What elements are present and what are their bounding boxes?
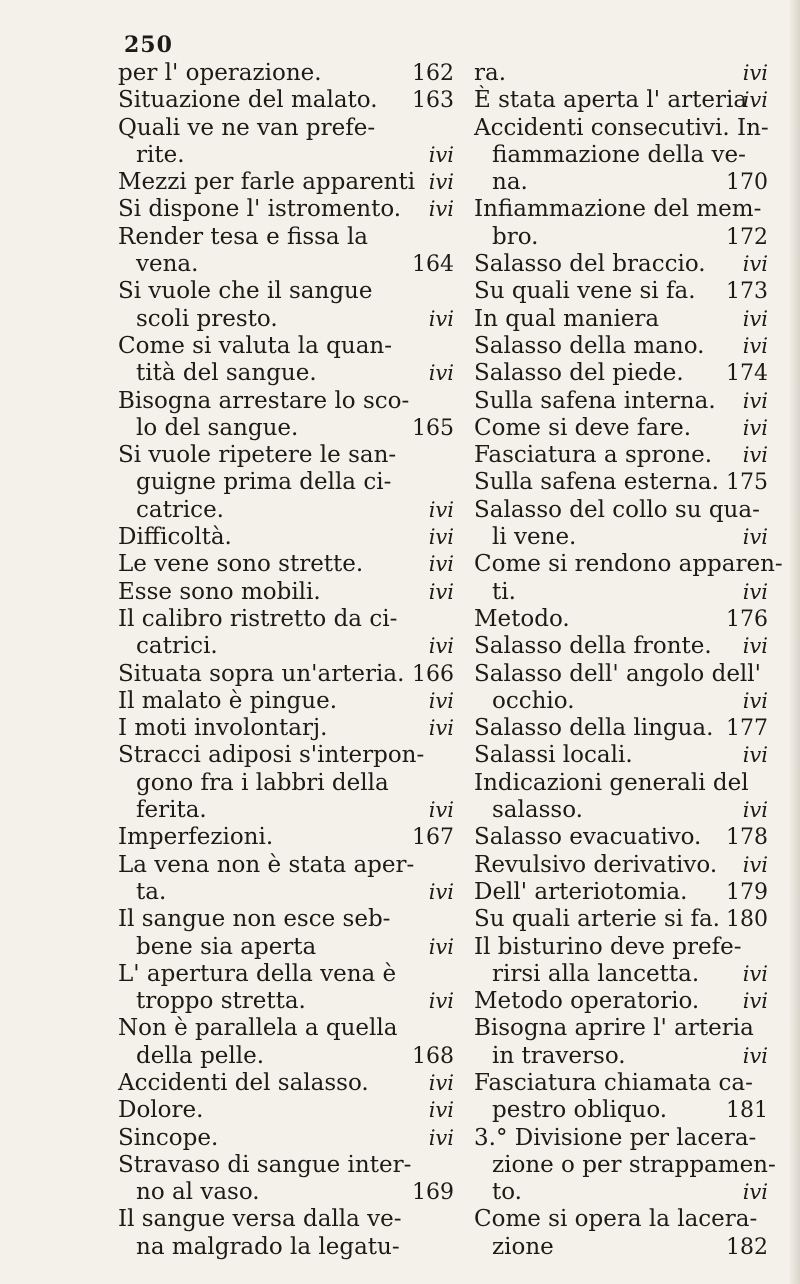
entry-text — [118, 278, 454, 333]
entry-page-ref: ivi — [742, 88, 768, 113]
entry-line: ferita. — [136, 797, 207, 824]
entry-line: ra. — [474, 60, 507, 86]
entry-line: to. — [492, 1179, 522, 1206]
entry-text — [118, 579, 454, 606]
entry-page-ref: ivi — [428, 552, 454, 577]
entry-line: Render tesa e fissa la — [118, 223, 369, 250]
entry-text — [474, 87, 768, 114]
entry-page-ref: ivi — [742, 989, 768, 1014]
entry-line: Indicazioni generali del — [474, 769, 749, 796]
index-entry — [118, 1015, 454, 1070]
entry-line: Il sangue versa dalla ve- — [118, 1206, 402, 1233]
entry-line: Si vuole ripetere le san- — [118, 442, 397, 469]
entry-page-ref: 167 — [412, 825, 454, 851]
entry-line: In qual maniera — [474, 305, 660, 332]
entry-page-ref: 163 — [412, 88, 454, 114]
entry-line: Salasso del piede. — [474, 360, 684, 387]
entry-text — [474, 251, 768, 278]
entry-line: Su quali vene si fa. — [474, 278, 696, 305]
entry-line: bro. — [492, 223, 539, 250]
entry-line: Bisogna aprire l' arteria — [474, 1015, 754, 1042]
entry-line: Sulla safena esterna. — [474, 469, 719, 496]
entry-text — [474, 388, 768, 415]
entry-page-ref: ivi — [742, 525, 768, 550]
index-entry — [118, 824, 454, 851]
entry-page-ref: 182 — [726, 1234, 768, 1260]
entry-page-ref: 175 — [726, 470, 768, 496]
entry-text — [118, 1015, 454, 1070]
entry-page-ref: 169 — [412, 1180, 454, 1206]
entry-line: Il sangue non esce seb- — [118, 906, 391, 933]
index-entry — [118, 551, 454, 578]
entry-line: bene sia aperta — [136, 933, 317, 960]
index-entry — [474, 879, 768, 906]
entry-line: Salasso della fronte. — [474, 633, 712, 660]
entry-page-ref: 173 — [726, 279, 768, 305]
entry-text — [118, 1070, 454, 1097]
index-entry — [118, 196, 454, 223]
entry-line: Metodo. — [474, 605, 570, 632]
entry-line: scoli presto. — [136, 305, 278, 332]
entry-line: per l' operazione. — [118, 60, 322, 86]
entry-line: Difficoltà. — [118, 524, 232, 551]
entry-page-ref: ivi — [428, 1125, 454, 1150]
entry-page-ref: ivi — [428, 1098, 454, 1123]
entry-line: Fasciatura a sprone. — [474, 442, 713, 469]
entry-page-ref: ivi — [428, 879, 454, 904]
entry-text — [118, 606, 454, 661]
index-entry — [118, 579, 454, 606]
entry-text — [118, 1152, 454, 1207]
entry-text — [474, 442, 768, 469]
index-entry — [474, 115, 768, 197]
entry-line: Come si opera la lacera- — [474, 1206, 758, 1233]
entry-page-ref: 178 — [726, 825, 768, 851]
entry-line: zione o per strappamen- — [492, 1151, 776, 1178]
entry-page-ref: ivi — [742, 388, 768, 413]
entry-line: lo del sangue. — [136, 414, 299, 441]
entry-page-ref: ivi — [742, 443, 768, 468]
index-entry — [474, 333, 768, 360]
entry-line: Salasso dell' angolo dell' — [474, 660, 761, 687]
entry-page-ref: ivi — [428, 716, 454, 741]
entry-text — [474, 278, 768, 305]
entry-page-ref: ivi — [742, 415, 768, 440]
entry-line: Il malato è pingue. — [118, 687, 338, 714]
entry-page-ref: 162 — [412, 61, 454, 86]
index-entry — [474, 87, 768, 114]
index-entry — [118, 1206, 454, 1261]
entry-line: della pelle. — [136, 1042, 265, 1069]
index-entry — [118, 1152, 454, 1207]
entry-text — [474, 306, 768, 333]
index-entry — [474, 770, 768, 825]
entry-page-ref: 177 — [726, 716, 768, 742]
entry-text — [474, 551, 783, 606]
entry-line: Situazione del malato. — [118, 87, 378, 114]
index-entry — [118, 906, 454, 961]
index-entry — [474, 852, 768, 879]
entry-text — [118, 169, 454, 196]
entry-line: Mezzi per farle apparenti — [118, 169, 416, 196]
entry-page-ref: ivi — [742, 1043, 768, 1068]
entry-line: catrice. — [136, 496, 224, 523]
index-entry — [474, 934, 768, 989]
entry-page-ref: ivi — [742, 306, 768, 331]
entry-page-ref: ivi — [428, 306, 454, 331]
index-column-left — [118, 60, 454, 1261]
index-entry — [474, 278, 768, 305]
entry-line: fiammazione della ve- — [492, 141, 746, 168]
entry-line: na. — [492, 169, 528, 196]
entry-page-ref: ivi — [428, 497, 454, 522]
entry-line: Come si deve fare. — [474, 414, 692, 441]
entry-page-ref: ivi — [428, 170, 454, 195]
entry-text — [118, 852, 454, 907]
index-entry — [474, 469, 768, 496]
entry-page-ref: ivi — [428, 934, 454, 959]
entry-text — [474, 60, 768, 87]
entry-line: I moti involontarj. — [118, 715, 328, 742]
entry-line: gono fra i labbri della — [136, 769, 389, 796]
index-entry — [474, 551, 783, 606]
entry-line: li vene. — [492, 524, 577, 551]
entry-line: salasso. — [492, 797, 583, 824]
index-entry — [118, 278, 454, 333]
entry-line: Metodo operatorio. — [474, 988, 700, 1015]
index-entry — [474, 251, 768, 278]
index-entry — [474, 1070, 768, 1125]
index-entry — [474, 1124, 776, 1207]
index-entry — [474, 606, 768, 633]
entry-text — [474, 715, 768, 742]
index-entry — [474, 742, 768, 769]
entry-page-ref: 180 — [726, 907, 768, 933]
entry-page-ref: 179 — [726, 879, 768, 905]
index-entry — [118, 224, 454, 279]
entry-text — [474, 1015, 768, 1070]
entry-page-ref: ivi — [428, 361, 454, 386]
entry-page-ref: 181 — [726, 1098, 768, 1124]
entry-page-ref: 165 — [412, 415, 454, 441]
index-entry — [474, 988, 768, 1015]
entry-line: Situata sopra un'arteria. — [118, 660, 405, 687]
entry-text — [474, 469, 768, 496]
index-entry — [474, 715, 768, 742]
page-edge-shadow — [790, 0, 800, 1284]
entry-page-ref: ivi — [428, 142, 454, 167]
entry-page-ref: ivi — [742, 579, 768, 604]
entry-text — [474, 770, 768, 825]
index-entry — [118, 388, 454, 443]
index-entry — [474, 661, 768, 716]
index-entry — [118, 742, 454, 824]
entry-line: vena. — [136, 251, 199, 278]
index-entry — [118, 169, 454, 196]
entry-line: Come si rendono apparen- — [474, 551, 783, 578]
entry-text — [474, 633, 768, 660]
index-entry — [474, 60, 768, 87]
index-entry — [118, 688, 454, 715]
entry-line: pestro obliquo. — [492, 1097, 668, 1124]
entry-page-ref: 170 — [726, 170, 768, 196]
entry-page-ref: ivi — [428, 688, 454, 713]
entry-line: ta. — [136, 878, 167, 905]
index-entry — [118, 1097, 454, 1124]
index-entry — [118, 60, 454, 87]
entry-line: Salassi locali. — [474, 742, 633, 769]
entry-text — [118, 524, 454, 551]
entry-text — [474, 742, 768, 769]
entry-page-ref: ivi — [742, 1180, 768, 1205]
index-entry — [474, 906, 768, 933]
entry-text — [118, 333, 454, 388]
entry-line: Non è parallela a quella — [118, 1015, 398, 1042]
entry-text — [118, 442, 454, 524]
entry-text — [474, 333, 768, 360]
entry-page-ref: ivi — [742, 798, 768, 823]
entry-page-ref: ivi — [742, 688, 768, 713]
entry-text — [118, 1125, 454, 1152]
index-entry — [118, 87, 454, 114]
entry-page-ref: 168 — [412, 1043, 454, 1069]
entry-line: troppo stretta. — [136, 988, 306, 1015]
index-entry — [474, 1015, 768, 1070]
index-entry — [118, 961, 454, 1016]
entry-page-ref: ivi — [742, 333, 768, 358]
index-entry — [474, 824, 768, 851]
entry-line: Si vuole che il sangue — [118, 278, 373, 305]
entry-line: na malgrado la legatu- — [136, 1233, 400, 1260]
entry-text — [118, 688, 454, 715]
entry-text — [474, 934, 768, 989]
entry-line: Infiammazione del mem- — [474, 196, 762, 223]
entry-line: Accidenti consecutivi. In- — [474, 114, 769, 141]
index-entry — [474, 497, 768, 552]
entry-line: Bisogna arrestare lo sco- — [118, 387, 410, 414]
entry-line: Si dispone l' istromento. — [118, 196, 402, 223]
entry-text — [118, 1206, 454, 1261]
entry-page-ref: ivi — [428, 1070, 454, 1095]
index-entry — [118, 606, 454, 661]
entry-page-ref: 172 — [726, 224, 768, 250]
entry-line: Esse sono mobili. — [118, 578, 321, 605]
index-entry — [118, 661, 454, 688]
entry-line: Revulsivo derivativo. — [474, 851, 718, 878]
index-column-right — [474, 60, 783, 1261]
entry-page-ref: ivi — [428, 634, 454, 659]
entry-line: Dell' arteriotomia. — [474, 878, 688, 905]
index-entry — [118, 442, 454, 524]
entry-text — [474, 988, 768, 1015]
entry-line: rite. — [136, 141, 185, 168]
entry-text — [118, 742, 454, 824]
index-entry — [474, 360, 768, 387]
entry-page-ref: ivi — [742, 61, 768, 85]
entry-line: Stravaso di sangue inter- — [118, 1151, 412, 1178]
entry-line: Sulla safena interna. — [474, 387, 716, 414]
entry-text — [474, 196, 768, 251]
entry-page-ref: ivi — [742, 961, 768, 986]
entry-text — [118, 551, 454, 578]
entry-text — [474, 360, 768, 387]
entry-line: Salasso del braccio. — [474, 251, 706, 278]
index-entry — [474, 306, 768, 333]
entry-page-ref: ivi — [428, 525, 454, 550]
entry-page-ref: ivi — [428, 798, 454, 823]
entry-text — [474, 606, 768, 633]
entry-line: Salasso della mano. — [474, 332, 705, 359]
index-entry — [118, 333, 454, 388]
entry-text — [474, 661, 768, 716]
index-entry — [118, 115, 454, 170]
entry-text — [118, 906, 454, 961]
entry-line: L' apertura della vena è — [118, 960, 397, 987]
entry-line: 3.° Divisione per lacera- — [474, 1124, 757, 1151]
entry-line: Su quali arterie si fa. — [474, 906, 720, 933]
entry-page-ref: ivi — [428, 989, 454, 1014]
entry-text — [118, 224, 454, 279]
entry-line: Le vene sono strette. — [118, 551, 364, 578]
entry-line: Il bisturino deve prefe- — [474, 933, 742, 960]
index-entry — [474, 196, 768, 251]
index-entry — [118, 524, 454, 551]
entry-text — [474, 852, 768, 879]
entry-line: Sincope. — [118, 1124, 219, 1151]
entry-line: Stracci adiposi s'interpon- — [118, 742, 425, 769]
index-entry — [118, 852, 454, 907]
entry-text — [474, 497, 768, 552]
entry-line: rirsi alla lancetta. — [492, 960, 700, 987]
entry-line: ti. — [492, 578, 516, 605]
entry-page-ref: 176 — [726, 606, 768, 632]
entry-line: Salasso della lingua. — [474, 715, 714, 742]
entry-line: occhio. — [492, 687, 575, 714]
entry-text — [474, 1070, 768, 1125]
index-entry — [474, 415, 768, 442]
entry-line: zione — [492, 1233, 554, 1260]
entry-page-ref: ivi — [428, 579, 454, 604]
entry-text — [118, 824, 454, 851]
entry-line: La vena non è stata aper- — [118, 851, 415, 878]
entry-line: tità del sangue. — [136, 360, 317, 387]
entry-line: no al vaso. — [136, 1179, 260, 1206]
entry-page-ref: ivi — [742, 743, 768, 768]
entry-page-ref: ivi — [428, 197, 454, 222]
entry-line: Accidenti del salasso. — [118, 1069, 369, 1096]
entry-text — [118, 661, 454, 688]
entry-line: Salasso evacuativo. — [474, 824, 702, 851]
index-entry — [118, 715, 454, 742]
entry-page-ref: ivi — [742, 852, 768, 877]
entry-page-ref: 164 — [412, 252, 454, 278]
entry-line: Il calibro ristretto da ci- — [118, 605, 398, 632]
entry-page-ref: 174 — [726, 361, 768, 387]
index-entry — [474, 442, 768, 469]
entry-line: Fasciatura chiamata ca- — [474, 1069, 753, 1096]
entry-text — [118, 60, 454, 87]
entry-text — [118, 87, 454, 114]
entry-text — [118, 115, 454, 170]
entry-line: Imperfezioni. — [118, 824, 274, 851]
index-entry — [474, 633, 768, 660]
entry-text — [118, 196, 454, 223]
entry-text — [474, 1124, 776, 1207]
entry-line: Salasso del collo su qua- — [474, 496, 760, 523]
index-entry — [118, 1125, 454, 1152]
index-entry — [474, 388, 768, 415]
entry-line: Quali ve ne van prefe- — [118, 114, 376, 141]
entry-text — [118, 961, 454, 1016]
entry-line: È stata aperta l' arteria — [474, 87, 748, 114]
index-entry — [474, 1206, 768, 1261]
entry-line: Dolore. — [118, 1097, 204, 1124]
entry-line: Come si valuta la quan- — [118, 332, 393, 359]
entry-line: guigne prima della ci- — [136, 469, 392, 496]
entry-text — [118, 715, 454, 742]
entry-text — [474, 879, 768, 906]
entry-line: in traverso. — [492, 1042, 626, 1069]
entry-text — [118, 388, 454, 443]
entry-page-ref: 166 — [412, 661, 454, 687]
entry-page-ref: ivi — [742, 634, 768, 659]
entry-text — [118, 1097, 454, 1124]
entry-text — [474, 1206, 768, 1261]
entry-line: catrici. — [136, 633, 218, 660]
index-entry — [118, 1070, 454, 1097]
entry-text — [474, 415, 768, 442]
page-number: 250 — [124, 32, 173, 58]
entry-text — [474, 824, 768, 851]
entry-text — [474, 115, 768, 197]
entry-page-ref: ivi — [742, 252, 768, 277]
entry-text — [474, 906, 768, 933]
